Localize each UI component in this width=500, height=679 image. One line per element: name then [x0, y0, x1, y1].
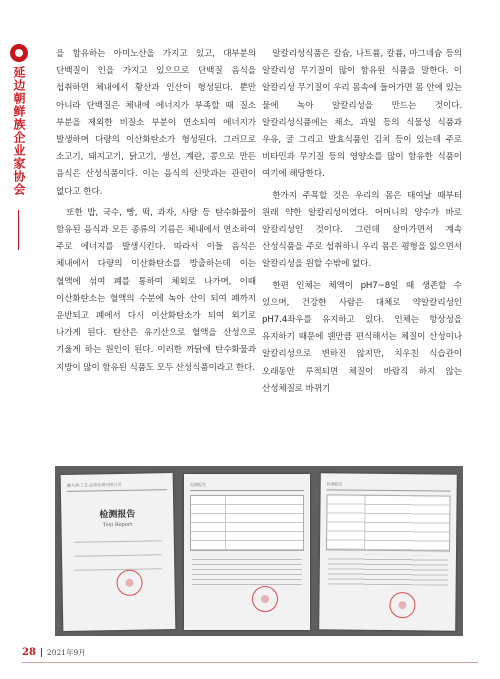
seal-stamp-icon	[389, 592, 415, 618]
report-page-photo	[319, 473, 457, 630]
paragraph: 한가지 주목할 것은 우리의 몸은 태여날 때부터 원래 약한 알칼리성이였다. 어머니의 양수가 바로 알칼리성인 것이다. 그런데 살아가면서 계속 산성식품을 주로 섭취하니 우리 몸은 평형을 잃으면서 알칼리성을 원할 수밖에 없다.	[262, 190, 462, 270]
article-column-right	[262, 46, 462, 402]
paragraph: 한편 인체는 체액이 pH7~8일 때 생존할 수 있으며, 건강한 사람은 대체로 약알칼리성인 pH7.4좌우를 유지하고 있다. 인체는 항상성을 유지하기 때문에 웬만큼 편식해서는 체질이 산성이나 알칼리성으로 변하진 않지만, 치우친 식습관이 오래동안 루적되면 체질이 바람직 하지 않는 산성체질로 바뀌기	[262, 280, 462, 394]
seal-stamp-icon	[116, 570, 142, 596]
side-bar	[8, 44, 30, 254]
paragraph: 또한 밥, 국수, 빵, 떡, 과자, 사탕 등 탄수화물이 함유된 음식과 모든 종류의 기름은 체내에서 연소하여 주로 에너지를 발생시킨다. 따라서 이들 음식은 체내에서 다량의 이산화탄소를 방출하는데 이는 혈액에 섞여 폐를 통하여 체외로 나가며, 이때 이산화탄소는 혈액의 수분에 녹아 산이 되여 폐까지 운반되고 폐에서 다시 이산화탄소가 되여 외기로 나가게 된다. 탄산은 유기산으로 혈액을 산성으로 기울게 하는 원인이 된다. 이러한 까닭에 탄수화물과 지방이 많이 함유된 식품도 모두 산성식품이라고 한다.	[56, 207, 256, 373]
report-text-lines	[328, 554, 448, 585]
form-line	[74, 549, 162, 557]
report-text-lines	[192, 555, 302, 585]
form-line	[74, 563, 162, 571]
report-header: 检测报告	[327, 479, 451, 491]
association-emblem-icon	[10, 44, 28, 62]
report-table	[190, 495, 304, 551]
report-table	[326, 494, 451, 551]
seal-stamp-icon	[252, 586, 278, 612]
footer-rule	[22, 662, 478, 663]
report-header: 检测报告	[190, 480, 304, 491]
footer-separator	[41, 648, 42, 657]
report-header: 鑫九洲·工艺·品质检测有限公司	[67, 479, 167, 492]
article-column-left	[56, 46, 256, 381]
report-page-photo	[184, 474, 310, 630]
report-title: 检测报告	[99, 509, 136, 521]
org-name: 延边朝鲜族企业家协会	[12, 66, 26, 196]
page-number: 28	[22, 647, 36, 658]
report-cover-photo	[61, 473, 176, 631]
side-rule	[18, 210, 19, 250]
report-subtitle: Test Report	[102, 521, 133, 529]
form-line	[74, 535, 162, 543]
paragraph: 을 함유하는 아미노산을 가지고 있고, 대부분의 단백질이 인을 가지고 있으므로 단백질 음식을 섭취하면 체내에서 황산과 인산이 형성된다. 뿐만 아니라 단백질은 체내에 에너지가 부족할 때 질소 부분을 제외한 비질소 부분이 연소되여 에너지가 발생하며 다량의 이산화탄소가 형성된다. 그러므로 소고기, 돼지고기, 닭고기, 생선, 계란, 콩으로 만든 음식은 산성식품이다. 이는 음식의 신맛과는 관련이 없다고 한다.	[56, 49, 256, 197]
paragraph: 알칼리성식품은 칼슘, 나트륨, 칼륨, 마그네슘 등의 알칼리성 무기질이 많이 함유된 식품을 말한다. 이 알칼리성 무기질이 우리 몸속에 들어가면 몸 안에 있는 물에 녹아 알칼리성을 만드는 것이다. 알칼리성식품에는 채소, 과일 등의 식물성 식품과 우유, 굴 그리고 발효식품인 김치 등이 있는데 주로 비타민과 무기질 등의 영양소를 많이 함유한 식품이 여기에 해당한다.	[262, 49, 462, 180]
page-footer	[22, 647, 86, 658]
issue-date: 2021年9月	[46, 648, 86, 657]
